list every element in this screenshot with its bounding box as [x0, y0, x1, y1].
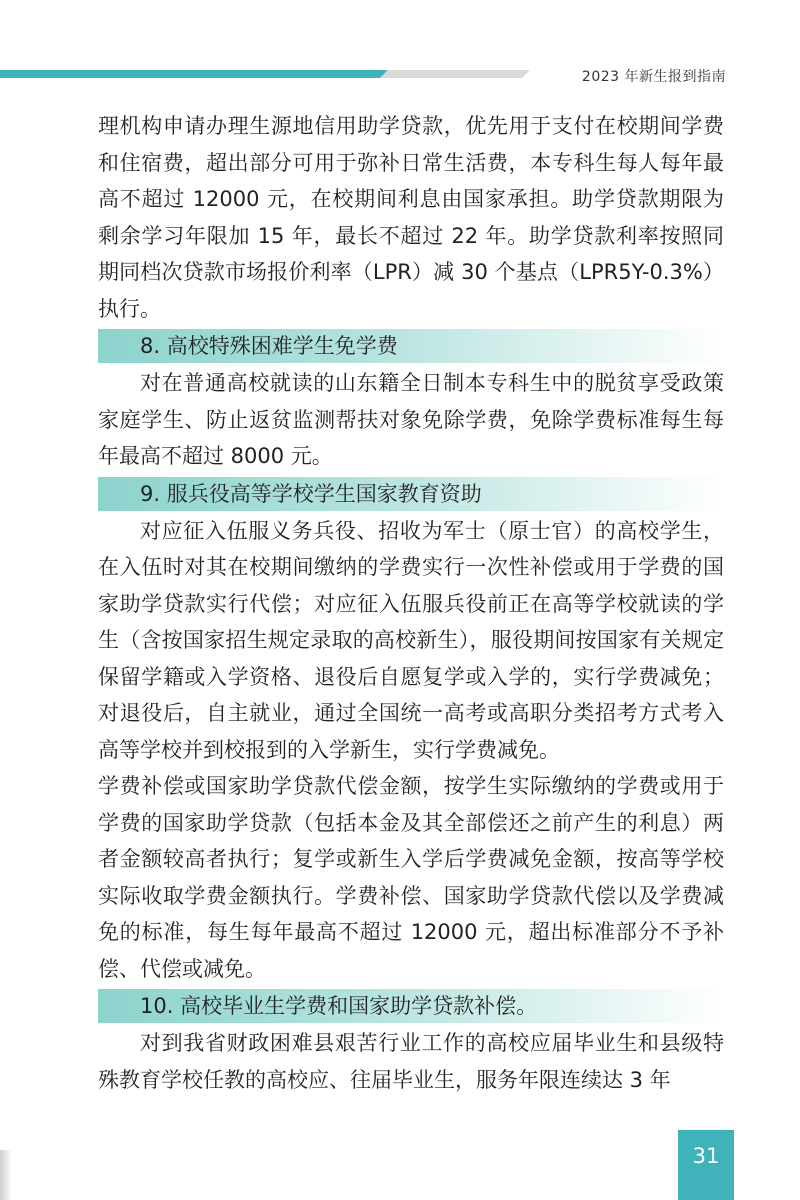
section-heading-8: 8. 高校特殊困难学生免学费	[98, 329, 724, 363]
paragraph-section-9-a: 对应征入伍服义务兵役、招收为军士（原士官）的高校学生，在入伍时对其在校期间缴纳的学费实行一次性补偿或用于学费的国家助学贷款实行代偿；对应征入伍服兵役前正在高等学校就读的学生（含按国家招生规定录取的高校新生），服役期间按国家有关规定保留学籍或入学资格、退役后自愿复学或入学的，实行学费减免；对退役后，自主就业，通过全国统一高考或高职分类招考方式考入高等学校并到校报到的入学新生，实行学费减免。	[98, 518, 724, 762]
header-gray-bar	[380, 70, 530, 78]
page-number: 31	[692, 1144, 720, 1168]
section-heading-10: 10. 高校毕业生学费和国家助学贷款补偿。	[98, 989, 724, 1023]
paragraph-section-10: 对到我省财政困难县艰苦行业工作的高校应届毕业生和县级特殊教育学校任教的高校应、往届毕业生，服务年限连续达 3 年	[98, 1031, 724, 1092]
paragraph-section-9-b: 学费补偿或国家助学贷款代偿金额，按学生实际缴纳的学费或用于学费的国家助学贷款（包括本金及其全部偿还之前产生的利息）两者金额较高者执行；复学或新生入学后学费减免金额，按高等学校实际收取学费金额执行。学费补偿、国家助学贷款代偿以及学费减免的标准，每生每年最高不超过 12000 元，超出标准部分不予补偿、代偿或减免。	[98, 774, 724, 981]
section-heading-9: 9. 服兵役高等学校学生国家教育资助	[98, 477, 724, 511]
page-number-tab	[678, 1130, 734, 1200]
paragraph-section-8: 对在普通高校就读的山东籍全日制本专科生中的脱贫享受政策家庭学生、防止返贫监测帮扶对象免除学费，免除学费标准每生每年最高不超过 8000 元。	[98, 371, 724, 468]
header-accent-bar	[0, 70, 388, 78]
paragraph-loan-continued: 理机构申请办理生源地信用助学贷款，优先用于支付在校期间学费和住宿费，超出部分可用于弥补日常生活费，本专科生每人每年最高不超过 12000 元，在校期间利息由国家承担。助学贷款期限为剩余学习年限加 15 年，最长不超过 22 年。助学贷款利率按照同期同档次贷款市场报价利率（LPR）减 30 个基点（LPR5Y-0.3%）执行。	[98, 114, 724, 321]
page-body	[98, 108, 724, 1098]
running-header-title: 2023 年新生报到指南	[581, 69, 726, 85]
page-edge-shadow	[0, 1150, 12, 1200]
